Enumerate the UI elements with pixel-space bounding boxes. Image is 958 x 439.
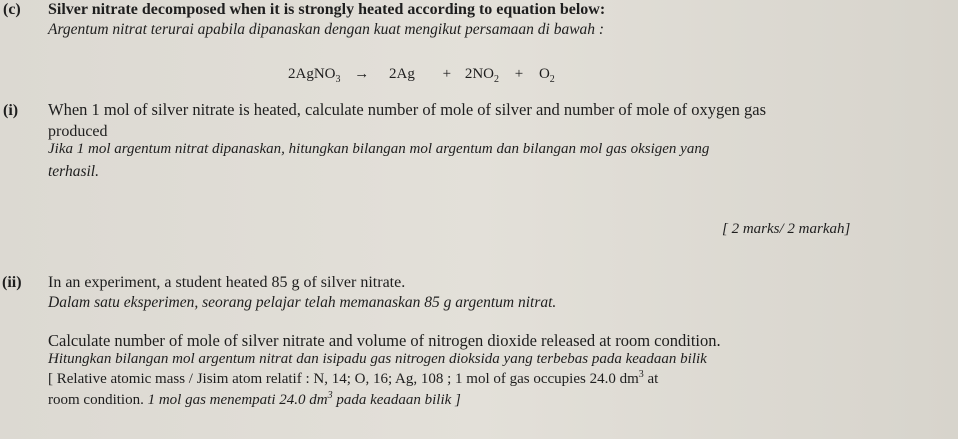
part-i-malay-line2: terhasil. (48, 163, 99, 180)
equation-product-oxygen: $O_2$ (538, 66, 555, 85)
reaction-arrow-icon: → (354, 66, 370, 82)
intro-english: Silver nitrate decomposed when it is strongly heated according to equation below: (48, 1, 606, 18)
equation-product-silver: 2Ag (389, 66, 415, 82)
part-i-malay-line1: Jika 1 mol argentum nitrat dipanaskan, hitungkan bilangan mol argentum dan bilangan mol gas oksigen yang (48, 141, 710, 157)
part-i-label: (i) (3, 102, 19, 119)
equation-reactant: 2AgNO$_3$ (288, 66, 341, 85)
part-i-english-line1: When 1 mol of silver nitrate is heated, calculate number of mole of silver and number of mole of oxygen gas (48, 100, 766, 119)
part-ii-label: (ii) (2, 274, 22, 291)
gas-volume-note: room condition. 1 mol gas menempati 24.0 $dm^3$ pada keadaan bilik ] (48, 390, 461, 408)
marks-allocation: [ 2 marks/ 2 markah] (722, 221, 851, 237)
relative-atomic-mass-note: [ Relative atomic mass / Jisim atom relatif : N, 14; O, 16; Ag, 108 ; 1 mol of gas occupies 24.0 $dm^3$ at (48, 369, 659, 387)
question-label: (c) (3, 1, 21, 18)
part-i-english-line2: produced (48, 123, 108, 140)
part-ii-english-line1: In an experiment, a student heated 85 g of silver nitrate. (48, 274, 406, 291)
intro-malay: Argentum nitrat terurai apabila dipanaskan dengan kuat mengikut persamaan di bawah : (48, 21, 605, 38)
part-ii-malay-line2: Hitungkan bilangan mol argentum nitrat dan isipadu gas nitrogen dioksida yang terbebas pada keadaan bilik (48, 351, 707, 367)
chemical-equation (288, 66, 555, 85)
part-ii-malay-line1: Dalam satu eksperimen, seorang pelajar telah memanaskan 85 g argentum nitrat. (48, 294, 557, 311)
equation-product-no2: $2NO_2$ (464, 66, 499, 85)
equation-plus: + (442, 66, 452, 82)
part-ii-english-line2: Calculate number of mole of silver nitrate and volume of nitrogen dioxide released at room condition. (48, 331, 721, 350)
equation-plus: + (514, 66, 524, 82)
